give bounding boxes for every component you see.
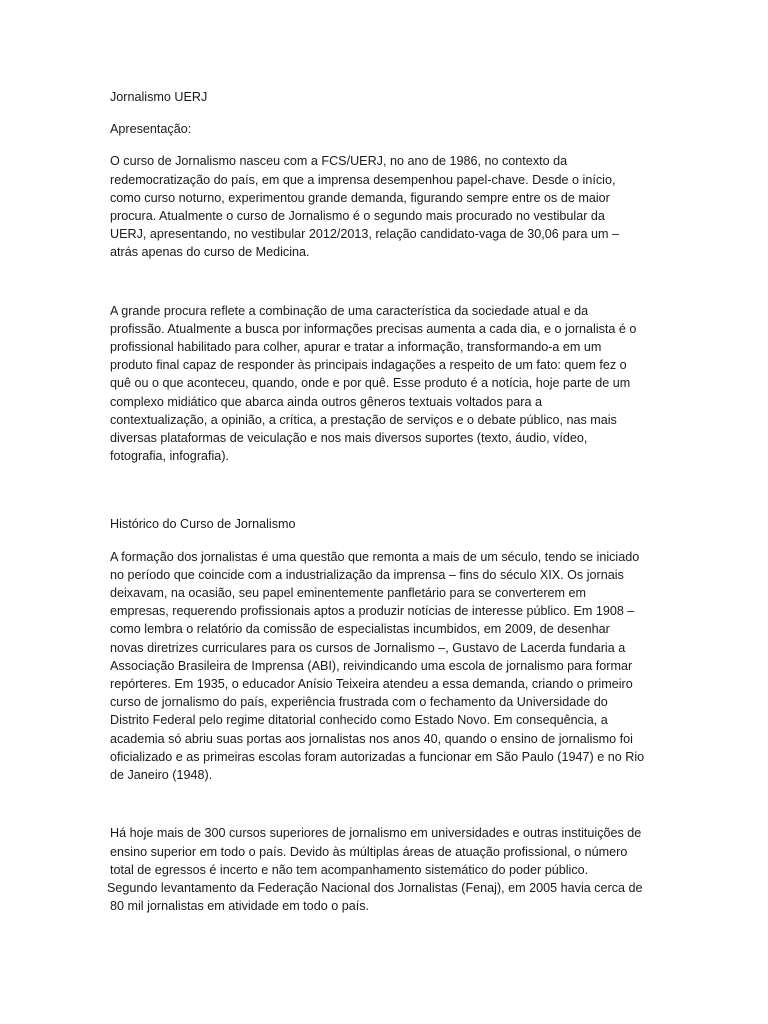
text-line: O curso de Jornalismo nasceu com a FCS/UERJ, no ano de 1986, no contexto da: [110, 154, 568, 169]
paragraph-4: [107, 824, 658, 915]
text-line: diversas plataformas de veiculação e nos mais diversos suportes (texto, áudio, vídeo,: [110, 431, 588, 446]
text-line: como curso noturno, experimentou grande demanda, figurando sempre entre os de maior: [110, 190, 610, 205]
text-line: profissional habilitado para colher, apurar e tratar a informação, transformando-a em um: [110, 340, 602, 355]
text-line: Associação Brasileira de Imprensa (ABI), reivindicando uma escola de jornalismo para formar: [110, 658, 633, 673]
text-line: A grande procura reflete a combinação de uma característica da sociedade atual e da: [110, 303, 589, 318]
heading-text: Histórico do Curso de Jornalismo: [110, 517, 296, 532]
paragraph-2: [110, 302, 658, 466]
text-line: procura. Atualmente o curso de Jornalismo é o segundo mais procurado no vestibular da: [110, 209, 605, 224]
text-line: quê ou o que aconteceu, quando, onde e por quê. Esse produto é a notícia, hoje parte de um: [110, 376, 631, 391]
text-line: novas diretrizes curriculares para os cursos de Jornalismo –, Gustavo de Lacerda fundaria a: [110, 640, 626, 655]
text-line: curso de jornalismo do país, experiência frustrada com o fechamento da Universidade do: [110, 695, 608, 710]
text-line: de Janeiro (1948).: [110, 768, 213, 783]
document-title: [110, 88, 658, 106]
text-line: como lembra o relatório da comissão de especialistas incumbidos, em 2009, de desenhar: [110, 622, 610, 637]
text-line: redemocratização do país, em que a imprensa desempenhou papel-chave. Desde o início,: [110, 172, 616, 187]
text-line: academia só abriu suas portas aos jornalistas nos anos 40, quando o ensino de jornalismo foi: [110, 731, 633, 746]
section-heading-apresentacao: [110, 120, 658, 138]
heading-text: Apresentação:: [110, 122, 192, 137]
text-line: profissão. Atualmente a busca por informações precisas aumenta a cada dia, e o jornalista é o: [110, 321, 637, 336]
text-line: Segundo levantamento da Federação Nacional dos Jornalistas (Fenaj), em 2005 havia cerca de: [107, 880, 643, 895]
text-line: fotografia, infografia).: [110, 449, 230, 464]
text-line: ensino superior em todo o país. Devido às múltiplas áreas de atuação profissional, o número: [110, 844, 628, 859]
text-line: 80 mil jornalistas em atividade em todo o país.: [110, 899, 370, 914]
document-page: [107, 88, 658, 915]
text-line: UERJ, apresentando, no vestibular 2012/2013, relação candidato-vaga de 30,06 para um –: [110, 227, 619, 242]
text-line: oficializado e as primeiras escolas foram autorizadas a funcionar em São Paulo (1947) e no Rio: [110, 749, 645, 764]
text-line: Há hoje mais de 300 cursos superiores de jornalismo em universidades e outras instituições de: [110, 826, 642, 841]
text-line: atrás apenas do curso de Medicina.: [110, 245, 310, 260]
text-line: deixavam, na ocasião, seu papel eminentemente panfletário para se converterem em: [110, 586, 587, 601]
paragraph-1: [110, 152, 658, 261]
title-text: Jornalismo UERJ: [110, 90, 208, 104]
paragraph-3: [110, 548, 658, 785]
text-line: produto final capaz de responder às principais indagações a respeito de um fato: quem fez o: [110, 358, 627, 373]
text-line: Distrito Federal pelo regime ditatorial conhecido como Estado Novo. Em consequência, a: [110, 713, 608, 728]
text-line: A formação dos jornalistas é uma questão que remonta a mais de um século, tendo se iniciado: [110, 549, 640, 564]
text-line: repórteres. Em 1935, o educador Anísio Teixeira atendeu a essa demanda, criando o primeiro: [110, 677, 633, 692]
text-line: no período que coincide com a industrialização da imprensa – fins do século XIX. Os jornais: [110, 567, 624, 582]
text-line: total de egressos é incerto e não tem acompanhamento sistemático do poder público.: [110, 862, 589, 877]
text-line: empresas, requerendo profissionais aptos a produzir notícias de interesse público. Em 1908 –: [110, 604, 635, 619]
section-heading-historico: [110, 515, 658, 533]
text-line: contextualização, a opinião, a crítica, a prestação de serviços e o debate público, nas mais: [110, 412, 617, 427]
text-line: complexo midiático que abarca ainda outros gêneros textuais voltados para a: [110, 394, 542, 409]
